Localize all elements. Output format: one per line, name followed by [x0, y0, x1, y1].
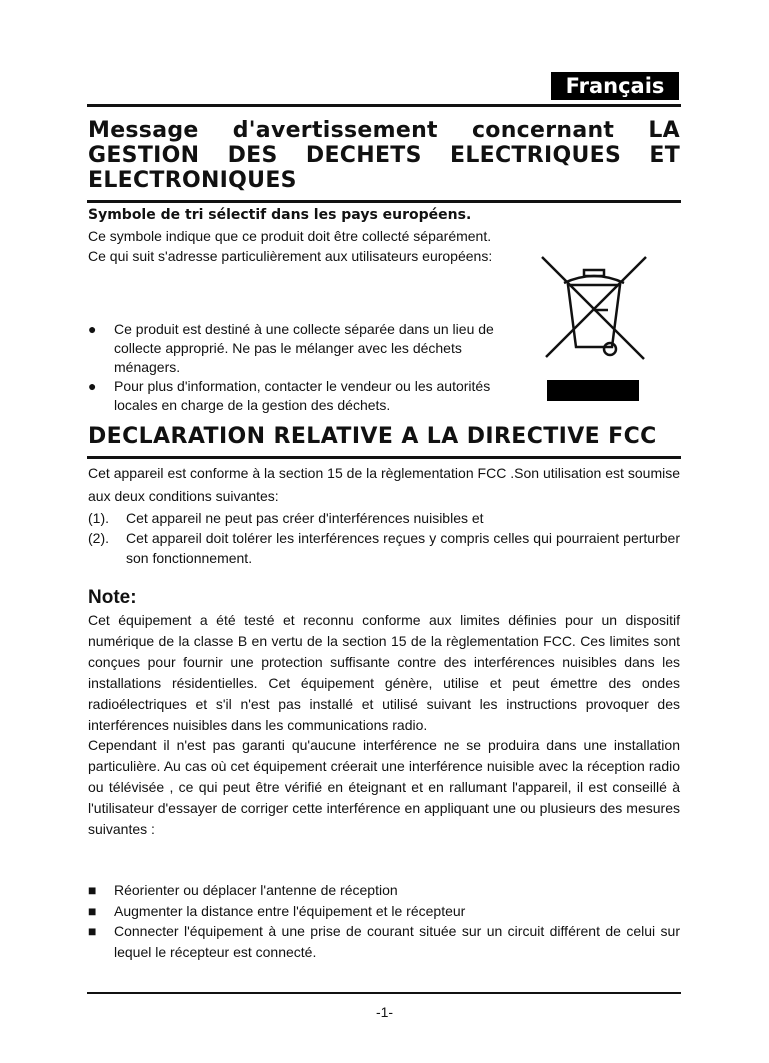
- weee-bullet: ● Pour plus d'information, contacter le vendeur ou les autorités locales en charge de la gestion des déchets.: [88, 378, 491, 413]
- square-bullet-icon: ■: [88, 882, 97, 898]
- weee-title-line: ELECTRONIQUES: [88, 168, 297, 193]
- fcc-rule: [87, 456, 681, 459]
- language-label: Français: [551, 72, 679, 100]
- crossed-bin-icon: [540, 255, 648, 363]
- title-rule: [87, 200, 681, 203]
- weee-title-line: GESTION DES DECHETS ELECTRIQUES ET: [88, 143, 680, 168]
- square-bullet-icon: ■: [88, 923, 97, 939]
- fcc-condition: (1). Cet appareil ne peut pas créer d'interférences nuisibles et: [88, 510, 484, 526]
- footer-rule: [87, 992, 681, 994]
- weee-bullet: ● Ce produit est destiné à une collecte séparée dans un lieu de collecte approprié. Ne pas le mélanger avec les déchets ménagers.: [88, 321, 494, 375]
- page-number: -1-: [375, 1004, 394, 1020]
- fcc-intro: Cet appareil est conforme à la section 15 de la règlementation FCC .Son utilisation est soumise aux deux conditions suivantes:: [88, 465, 680, 504]
- note-label: Note:: [88, 587, 137, 608]
- square-bullet-icon: ■: [88, 902, 97, 919]
- fcc-condition: (2). Cet appareil doit tolérer les interférences reçues y compris celles qui pourraient perturber son fonctionnement.: [88, 530, 680, 566]
- fcc-title: DECLARATION RELATIVE A LA DIRECTIVE FCC: [88, 424, 657, 449]
- weee-title: [88, 118, 680, 193]
- weee-title-line: Message d'avertissement concernant LA: [88, 118, 680, 143]
- measure-item: ■ Connecter l'équipement à une prise de courant située sur un circuit différent de celui sur lequel le récepteur est connecté.: [88, 923, 680, 960]
- header-rule: [87, 104, 681, 107]
- bullet-icon: ●: [88, 378, 97, 394]
- bullet-icon: ●: [88, 321, 97, 337]
- note-paragraph: Cet équipement a été testé et reconnu conforme aux limites définies pour un dispositif numérique de la classe B en vertu de la section 15 de la règlementation FCC. Ces limites sont conçues pour fournir une protection suffisante contre des interférences nuisibles dans les installations résidentielles. Cet équipement génère, utilise et peut émettre des ondes radioélectriques et s'il n'est pas installé et utilisé suivant les instructions provoquer des interférences nuisibles dans les communications radio.: [88, 612, 680, 733]
- weee-paragraph: Ce qui suit s'adresse particulièrement aux utilisateurs européens:: [88, 248, 493, 264]
- note-paragraph: Cependant il n'est pas garanti qu'aucune interférence ne se produira dans une installation particulière. Au cas où cet équipement créerait une interférence nuisible avec la réception radio ou télévisée , ce qui peut être vérifié en éteignant et en rallumant l'appareil, il est conseillé à l'utilisateur d'essayer de corriger cette interférence en appliquant une ou plusieurs des mesures suivantes :: [88, 737, 680, 838]
- weee-subtitle: Symbole de tri sélectif dans les pays européens.: [88, 207, 472, 223]
- measure-item: ■ Augmenter la distance entre l'équipement et le récepteur: [88, 901, 680, 922]
- weee-paragraph: Ce symbole indique que ce produit doit être collecté séparément.: [88, 228, 492, 244]
- weee-black-bar: [547, 380, 639, 401]
- measure-item: ■ Réorienter ou déplacer l'antenne de réception: [88, 880, 680, 901]
